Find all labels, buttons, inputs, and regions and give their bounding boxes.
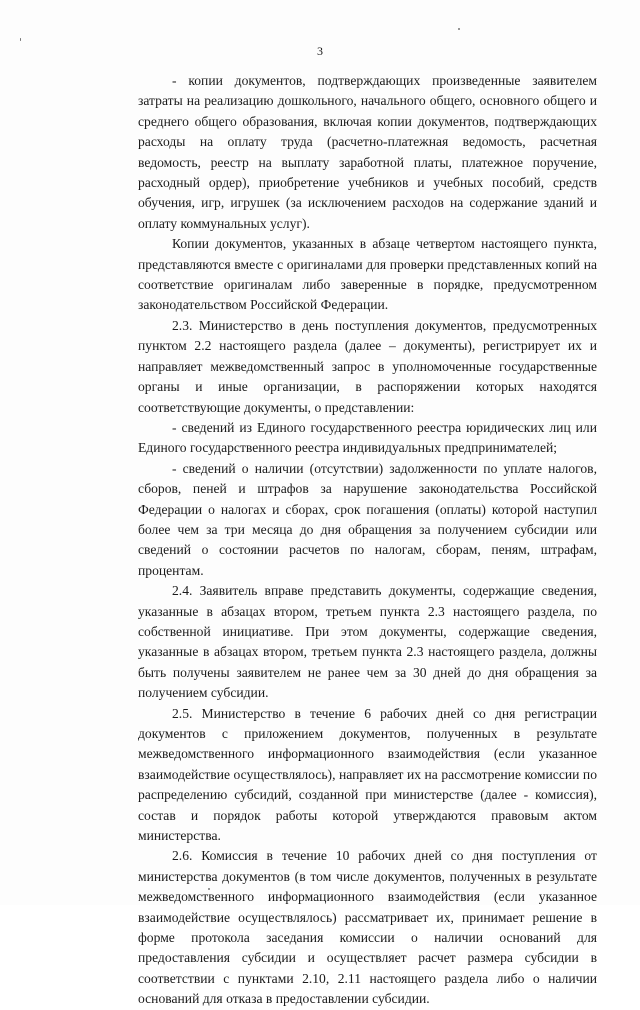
- scan-speck: [20, 38, 21, 41]
- paragraph-tax-debt-info: - сведений о наличии (отсутствии) задолженности по уплате налогов, сборов, пеней и штрафов за нарушение законодательства Российской Федерации о налогах и сборах, срок погашения (оплаты) которой наступил более чем за три месяца до дня обращения за получением субсидии или сведений о состоянии расчетов по налогам, сборам, пеням, штрафам, процентам.: [138, 460, 597, 578]
- paragraph-2-6: 2.6. Комиссия в течение 10 рабочих дней со дня поступления от министерства документов (в том числе документов, полученных в результате межведомственного информационного взаимодействия (если указанное взаимодействие осуществлялось) рассматривает их, принимает решение в форме протокола заседания комиссии о наличии оснований для предоставления субсидии и осуществляет расчет размера субсидии в соответствии с пунктами 2.10, 2.11 настоящего раздела либо о наличии оснований для отказа в предоставлении субсидии.: [138, 848, 597, 1007]
- paragraph-2-5: 2.5. Министерство в течение 6 рабочих дней со дня регистрации документов с приложением документов, полученных в результате межведомственного информационного взаимодействия (если указанное взаимодействие осуществлялось), направляет их на рассмотрение комиссии по распределению субсидий, созданной при министерстве (далее - комиссия), состав и порядок работы которой утверждаются правовым актом министерства.: [138, 705, 597, 844]
- paragraph-registry-info: - сведений из Единого государственного реестра юридических лиц или Единого государственного реестра индивидуальных предпринимателей;: [138, 419, 597, 456]
- paragraph-2-4: 2.4. Заявитель вправе представить документы, содержащие сведения, указанные в абзацах втором, третьем пункта 2.3 настоящего раздела, по собственной инициативе. При этом документы, содержащие сведения, указанные в абзацах втором, третьем пункта 2.3 настоящего раздела, должны быть получены заявителем не ранее чем за 30 дней до дня обращения за получением субсидии.: [138, 583, 597, 701]
- paragraph-expense-documents: - копии документов, подтверждающих произведенные заявителем затраты на реализацию дошкольного, начального общего, основного общего и среднего общего образования, включая копии документов, подтверждающих расходы на оплату труда (расчетно-платежная ведомость, расчетная ведомость, реестр на выплату заработной платы, платежное поручение, расходный ордер), приобретение учебников и учебных пособий, средств обучения, игр, игрушек (за исключением расходов на содержание зданий и оплату коммунальных услуг).: [138, 73, 597, 231]
- paragraph-copies-certification: Копии документов, указанных в абзаце четвертом настоящего пункта, представляются вместе с оригиналами для проверки представленных копий на соответствие оригиналам либо заверенные в порядке, предусмотренном законодательством Российской Федерации.: [138, 236, 597, 313]
- scan-speck: [458, 28, 460, 30]
- page-number: 3: [317, 44, 323, 58]
- paragraph-2-3: 2.3. Министерство в день поступления документов, предусмотренных пунктом 2.2 настоящего раздела (далее – документы), регистрирует их и направляет межведомственный запрос в уполномоченные государственные органы и иные организации, в распоряжении которых находятся соответствующие документы, о представлении:: [138, 317, 597, 415]
- document-body: [138, 71, 597, 1010]
